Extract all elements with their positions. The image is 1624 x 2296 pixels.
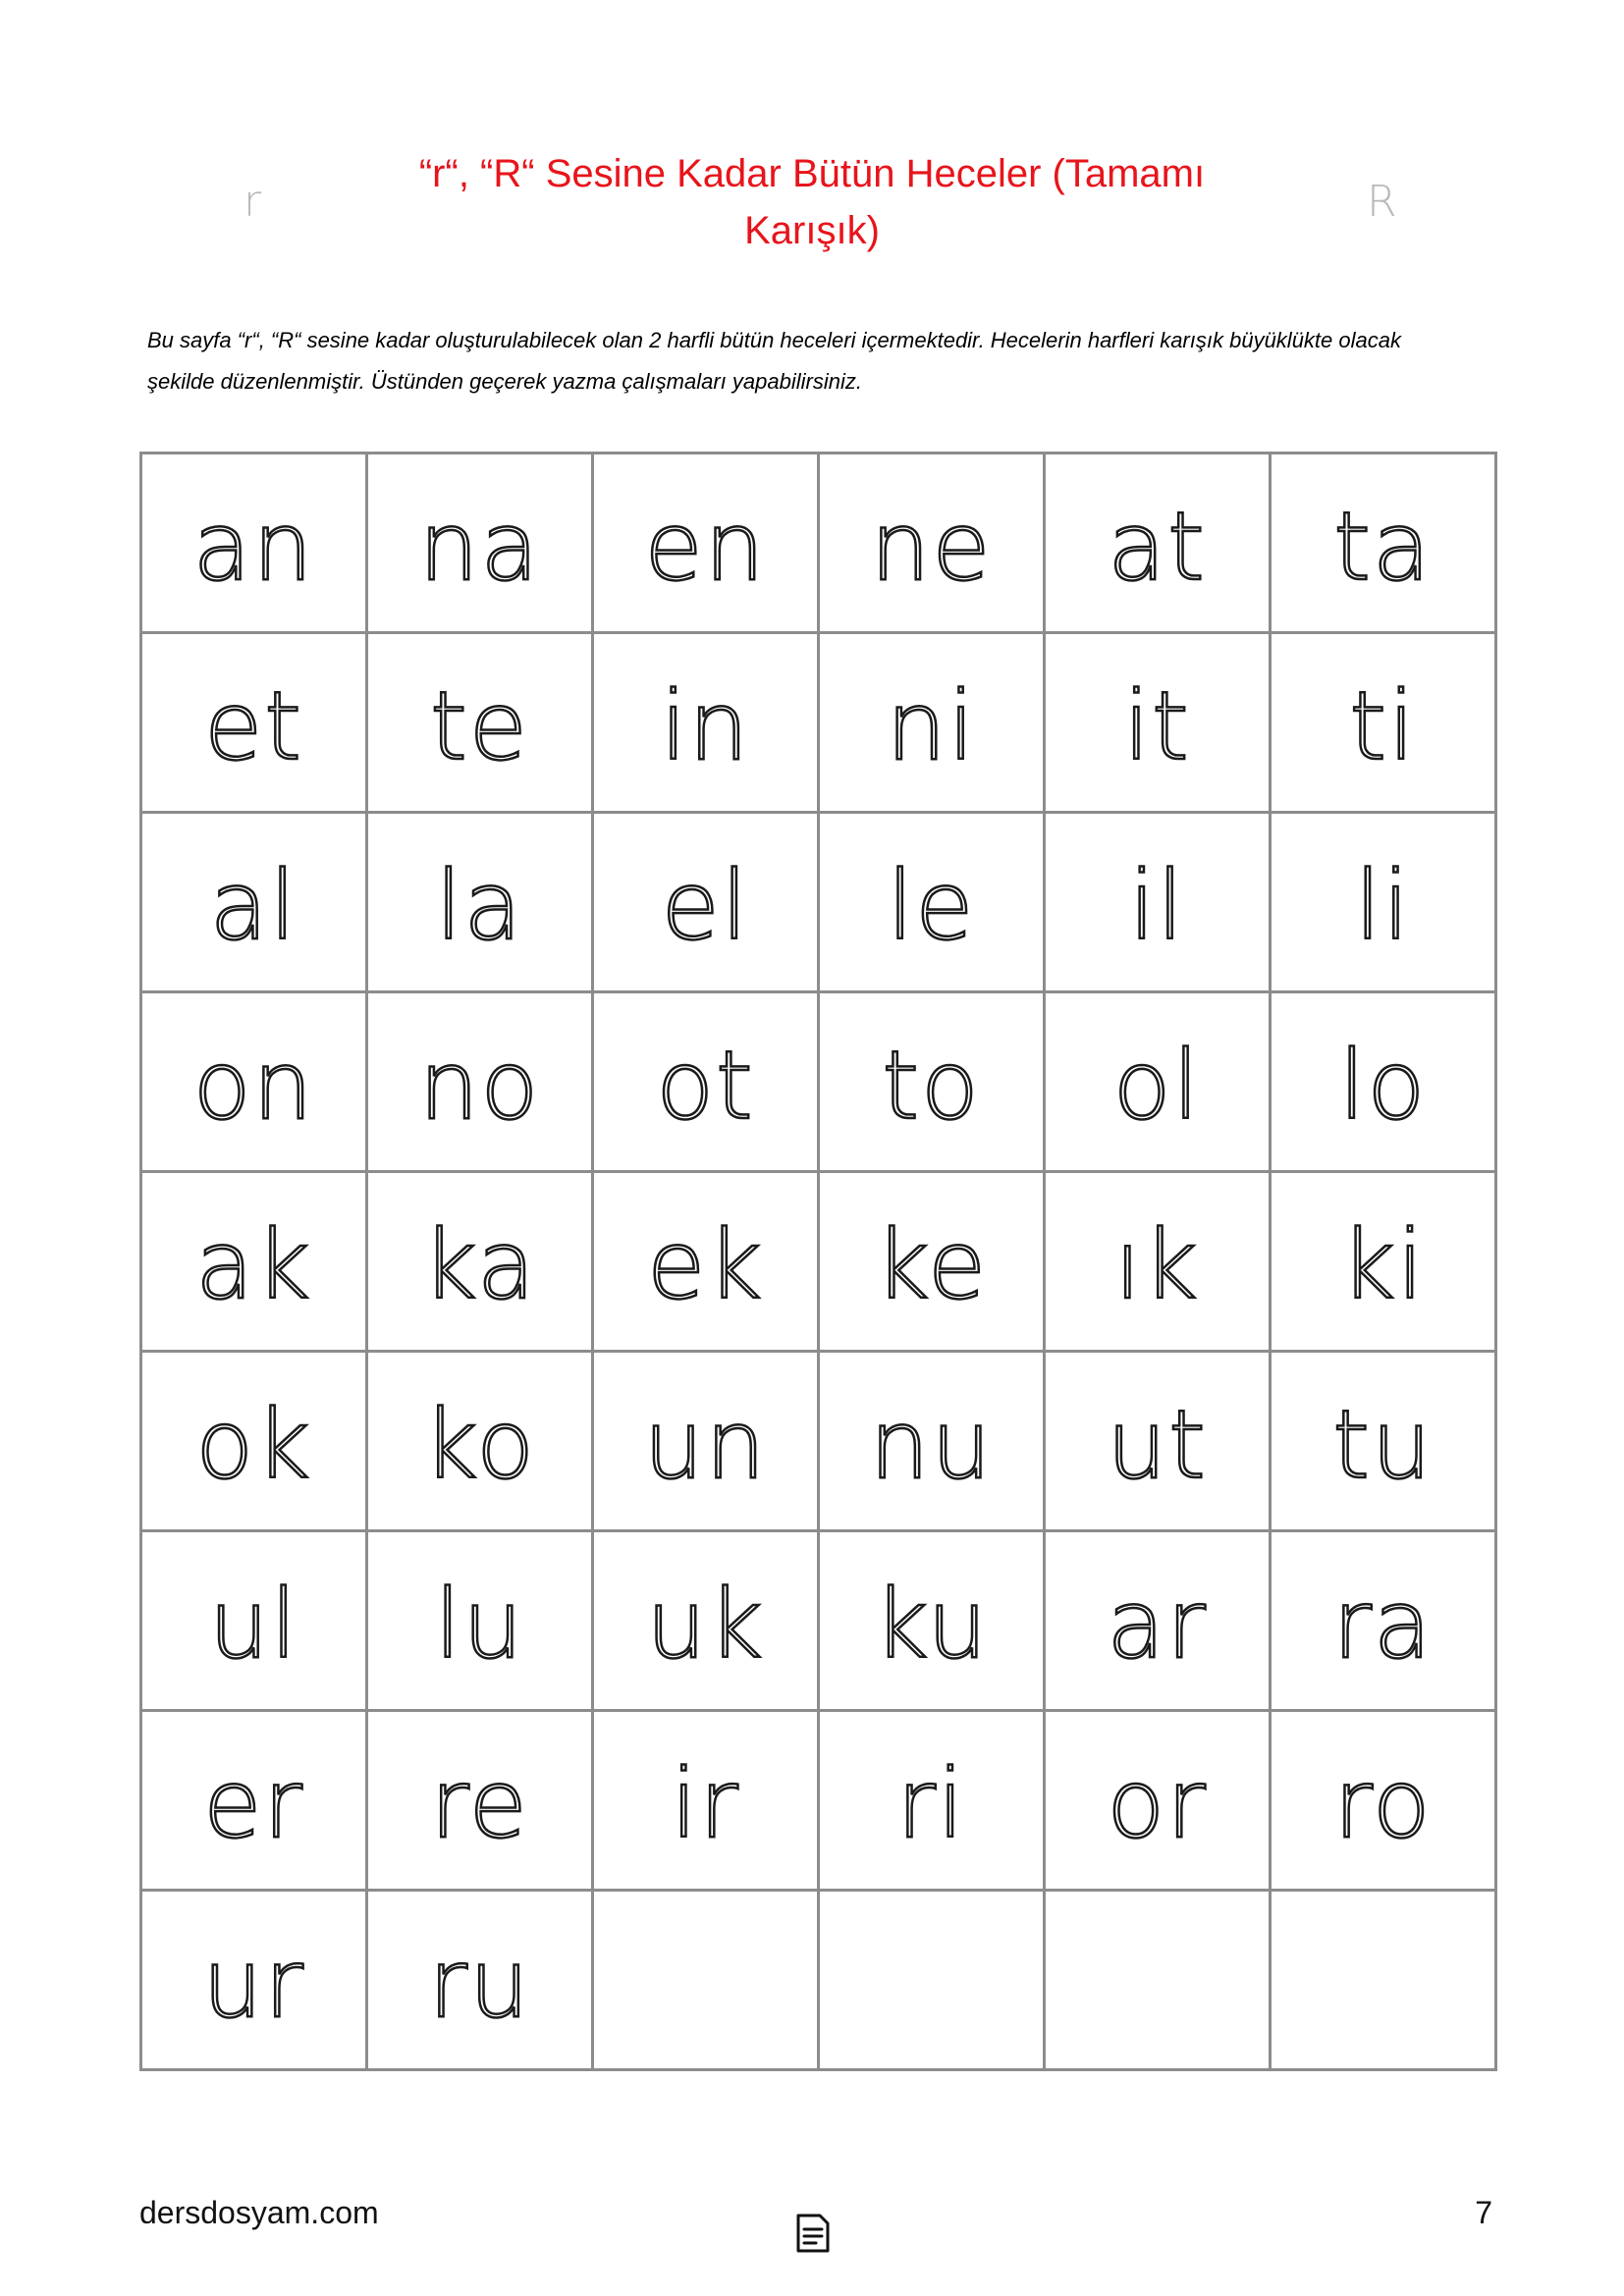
grid-cell [367,813,593,992]
grid-cell [819,1711,1045,1891]
grid-cell [819,1891,1045,2070]
grid-cell [1045,1891,1271,2070]
syllable-trace-text: ki [1340,1210,1426,1320]
syllable-trace-text: ro [1333,1749,1433,1859]
syllable-trace-text: uk [646,1570,765,1680]
grid-cell [1271,813,1496,992]
grid-cell [1045,633,1271,813]
grid-cell [819,633,1045,813]
intro-paragraph: Bu sayfa “r“, “R“ sesine kadar oluşturulabilecek olan 2 harfli bütün heceleri içermektedir. Hecelerin harfleri karışık büyüklükte olacak şekilde düzenlenmiştir. Üstünden geçerek yazma çalışmaları yapabilirsiniz. [147,328,1401,394]
syllable-trace-text: on [192,1031,315,1141]
grid-cell [1271,1711,1496,1891]
syllable-trace-text: la [435,851,524,961]
grid-cell [367,1891,593,2070]
syllable-trace-text: in [660,671,751,781]
syllable-trace-text: et [204,671,303,781]
grid-cell [141,1711,367,1891]
grid-cell [593,992,819,1172]
grid-cell [819,1172,1045,1352]
syllable-trace-text: il [1128,851,1186,961]
grid-cell [367,633,593,813]
syllable-trace-text: li [1354,851,1412,961]
grid-cell [141,1172,367,1352]
grid-row [141,1531,1496,1711]
syllable-trace-text: ta [1333,492,1433,602]
syllable-trace-text: ri [896,1749,966,1859]
page-number: 7 [1475,2195,1492,2230]
syllable-trace-text: ke [874,1210,989,1320]
syllable-trace-text: ko [423,1390,536,1500]
syllable-trace-text: ar [1107,1570,1208,1680]
grid-cell [593,633,819,813]
syllable-trace-text: ek [647,1210,764,1320]
grid-cell [1271,454,1496,633]
syllable-trace-text: en [644,492,767,602]
syllable-trace-text: at [1108,492,1207,602]
syllable-trace-text: to [882,1031,981,1141]
syllable-trace-text: ık [1114,1210,1200,1320]
grid-row [141,1711,1496,1891]
syllable-trace-text: re [430,1749,529,1859]
syllable-trace-text: ak [195,1210,312,1320]
document-lines-icon [790,2212,834,2255]
syllable-trace-text: ka [422,1210,537,1320]
grid-row [141,813,1496,992]
grid-cell [593,1711,819,1891]
syllable-trace-text: er [203,1749,304,1859]
grid-cell [593,1352,819,1531]
grid-cell [1045,1352,1271,1531]
grid-cell [367,454,593,633]
corner-letter-lowercase: r [244,177,262,227]
syllable-trace-text: or [1107,1749,1208,1859]
grid-cell [593,454,819,633]
syllable-trace-text: lu [434,1570,525,1680]
syllable-trace-text: ur [202,1929,305,2039]
syllable-trace-text: it [1123,671,1191,781]
syllable-trace-text: ni [886,671,977,781]
grid-cell [593,813,819,992]
page-title-line-1: “r“, “R“ Sesine Kadar Bütün Heceler (Tamamı [418,152,1206,195]
grid-cell [819,454,1045,633]
syllable-trace-text: ru [428,1929,531,2039]
syllable-trace-text: na [418,492,541,602]
syllable-trace-text: le [887,851,976,961]
syllable-grid [139,452,1497,2071]
page-title-line-2: Karışık) [744,209,880,252]
grid-cell [367,1352,593,1531]
grid-cell [367,992,593,1172]
syllable-trace-text: al [209,851,298,961]
syllable-trace-text: ot [656,1031,755,1141]
grid-cell [1271,992,1496,1172]
syllable-trace-text: ra [1332,1570,1434,1680]
grid-cell [141,1531,367,1711]
grid-cell [1271,1891,1496,2070]
syllable-trace-text: ok [195,1390,312,1500]
grid-row [141,633,1496,813]
grid-row [141,1172,1496,1352]
grid-cell [367,1531,593,1711]
syllable-trace-text: an [192,492,315,602]
grid-cell [367,1172,593,1352]
grid-cell [1271,1352,1496,1531]
grid-cell [819,1531,1045,1711]
grid-cell [593,1531,819,1711]
grid-cell [1045,813,1271,992]
grid-cell [141,1352,367,1531]
grid-cell [1271,1172,1496,1352]
syllable-trace-text: tu [1332,1390,1434,1500]
grid-cell [1045,992,1271,1172]
syllable-trace-text: ol [1112,1031,1202,1141]
grid-row [141,1352,1496,1531]
corner-letter-uppercase: R [1367,177,1397,227]
syllable-trace-text: el [661,851,750,961]
page-title [295,145,1329,259]
grid-cell [1271,633,1496,813]
grid-cell [1045,1172,1271,1352]
grid-cell [141,992,367,1172]
syllable-trace-text: ir [671,1749,740,1859]
grid-cell [1045,454,1271,633]
grid-cell [819,992,1045,1172]
syllable-trace-text: no [418,1031,541,1141]
grid-cell [819,1352,1045,1531]
syllable-trace-text: ku [873,1570,990,1680]
grid-cell [1271,1531,1496,1711]
grid-cell [367,1711,593,1891]
syllable-trace-text: ut [1107,1390,1208,1500]
syllable-trace-text: ul [208,1570,299,1680]
syllable-trace-text: lo [1338,1031,1428,1141]
grid-cell [593,1172,819,1352]
grid-cell [593,1891,819,2070]
grid-cell [819,813,1045,992]
footer-website: dersdosyam.com [139,2195,379,2230]
grid-row [141,454,1496,633]
syllable-trace-text: nu [869,1390,994,1500]
grid-row [141,992,1496,1172]
grid-cell [141,454,367,633]
grid-cell [141,813,367,992]
grid-cell [1045,1711,1271,1891]
syllable-trace-text: ne [870,492,993,602]
syllable-trace-text: un [643,1390,768,1500]
grid-row [141,1891,1496,2070]
syllable-trace-text: ti [1349,671,1417,781]
grid-cell [1045,1531,1271,1711]
grid-cell [141,633,367,813]
syllable-trace-text: te [430,671,529,781]
grid-cell [141,1891,367,2070]
